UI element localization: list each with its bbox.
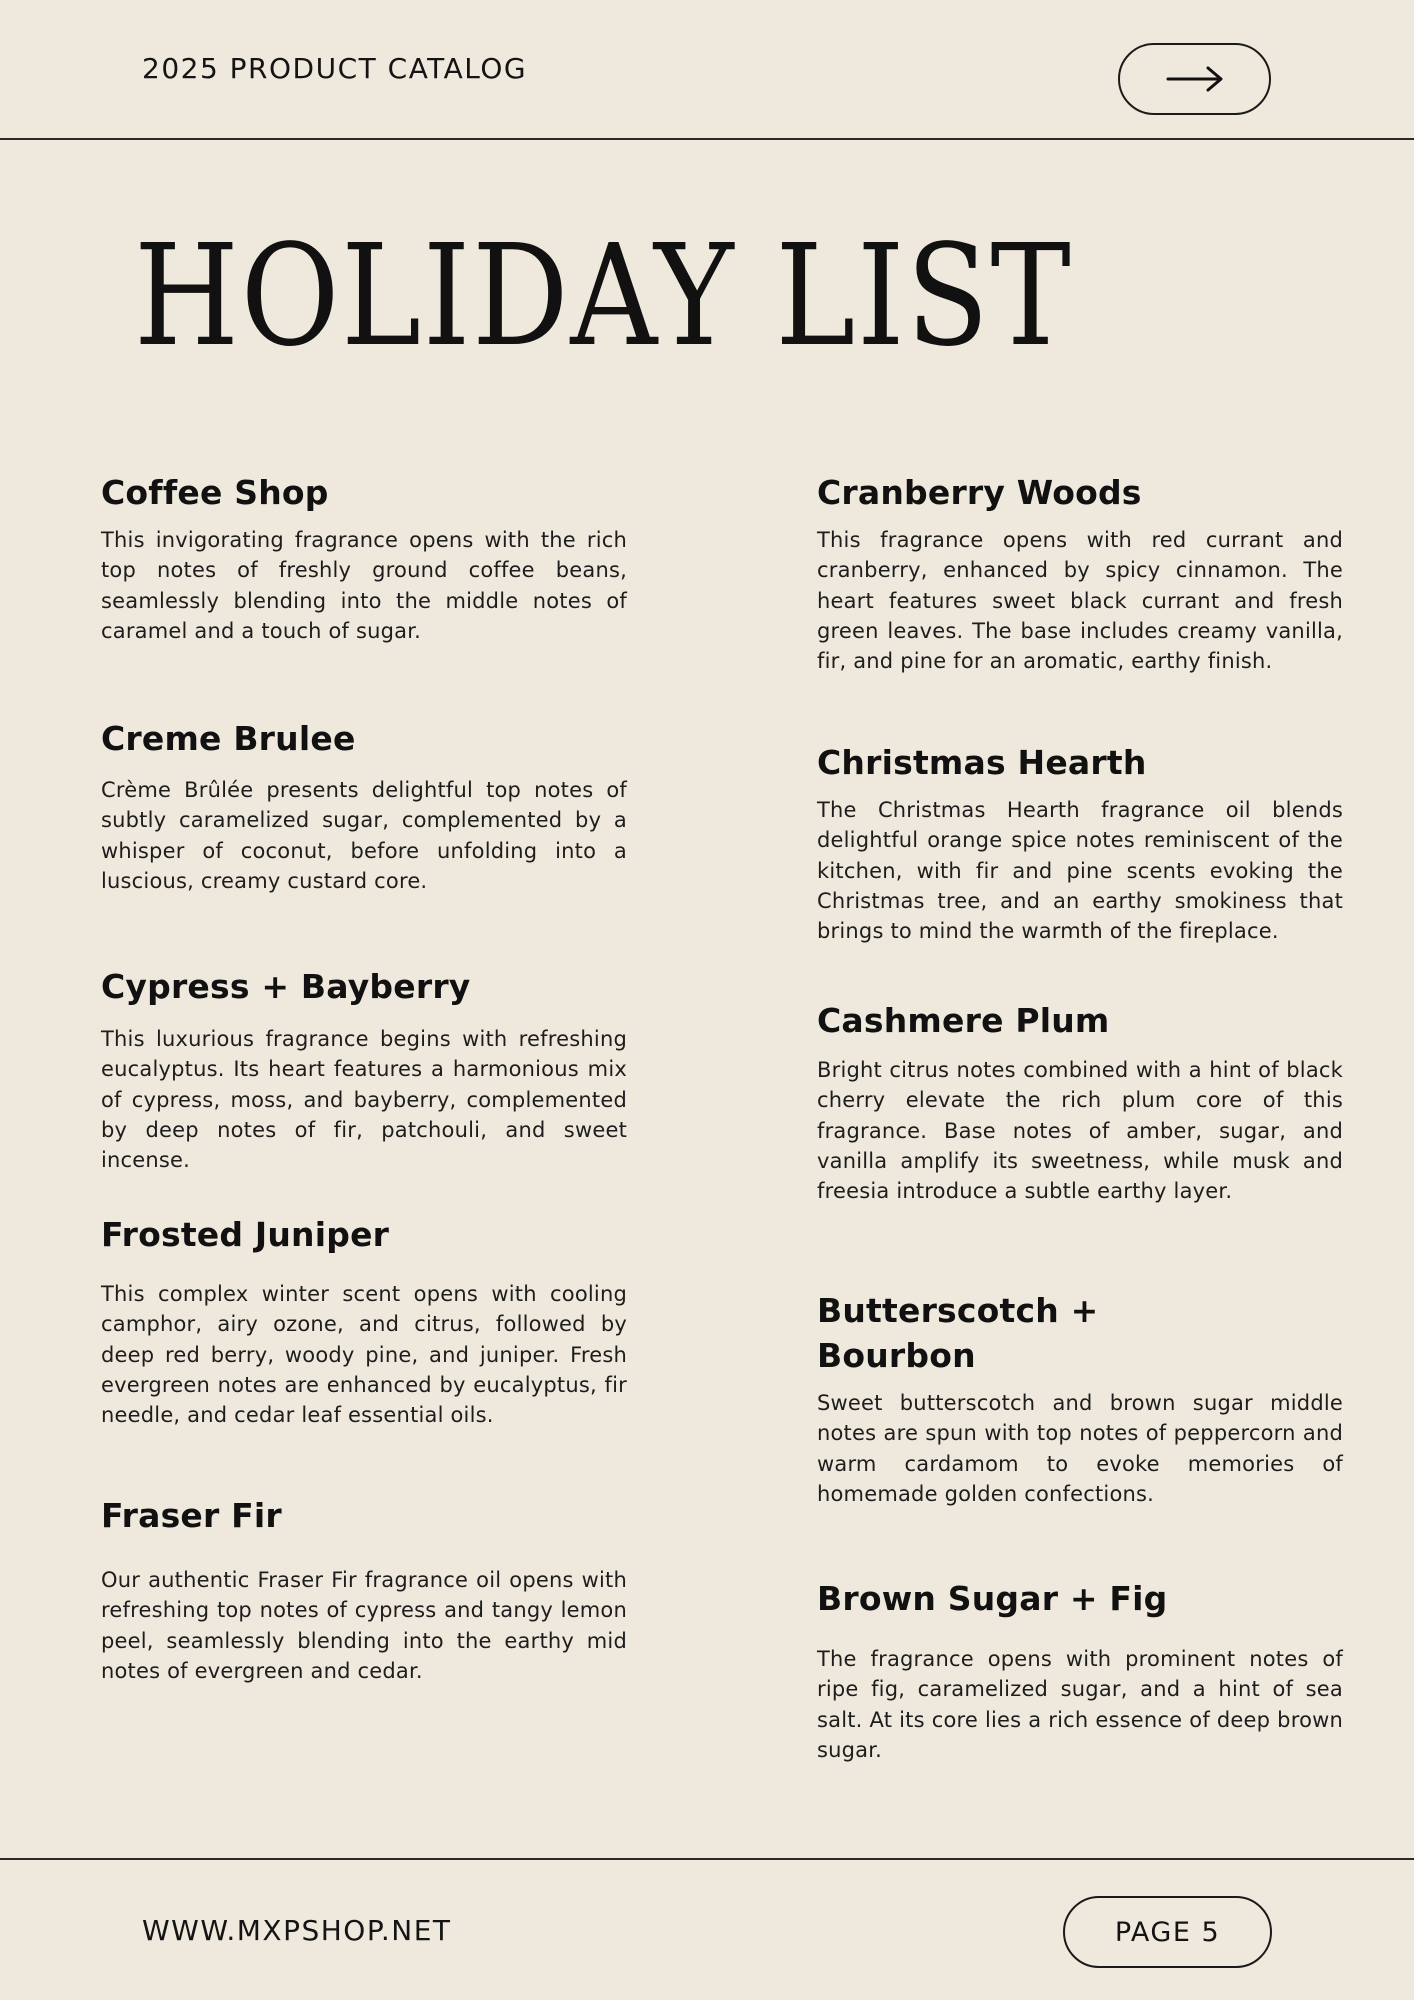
product-card-butterscotch-bourbon xyxy=(817,1288,1343,1509)
product-card-fraser-fir xyxy=(101,1493,627,1686)
product-card-cypress-bayberry xyxy=(101,964,627,1175)
product-description: This invigorating fragrance opens with the rich top notes of freshly ground coffee beans, seamlessly blending into the middle notes of caramel and a touch of sugar. xyxy=(101,528,627,643)
product-name: Fraser Fir xyxy=(101,1496,282,1535)
product-name: Brown Sugar + Fig xyxy=(817,1579,1168,1618)
product-card-christmas-hearth xyxy=(817,740,1343,946)
product-description: This complex winter scent opens with cooling camphor, airy ozone, and citrus, followed by deep red berry, woody pine, and juniper. Fresh evergreen notes are enhanced by eucalyptus, fir needle, and cedar leaf essential oils. xyxy=(101,1282,627,1428)
product-name: Creme Brulee xyxy=(101,719,356,758)
product-description: Crème Brûlée presents delightful top notes of subtly caramelized sugar, complemented by a whisper of coconut, before unfolding into a luscious, creamy custard core. xyxy=(101,778,627,893)
product-name: Butterscotch + Bourbon xyxy=(817,1291,1099,1375)
arrow-right-icon xyxy=(1166,65,1224,93)
product-card-coffee-shop xyxy=(101,470,627,646)
product-name: Frosted Juniper xyxy=(101,1215,390,1254)
product-name: Christmas Hearth xyxy=(817,743,1147,782)
next-page-button[interactable] xyxy=(1118,43,1271,115)
page-number-badge: PAGE 5 xyxy=(1063,1896,1272,1968)
product-name: Cranberry Woods xyxy=(817,473,1142,512)
product-description: Bright citrus notes combined with a hint of black cherry elevate the rich plum core of this fragrance. Base notes of amber, sugar, and vanilla amplify its sweetness, while musk and freesia introduce a subtle earthy layer. xyxy=(817,1058,1343,1204)
product-description: The fragrance opens with prominent notes of ripe fig, caramelized sugar, and a hint of sea salt. At its core lies a rich essence of deep brown sugar. xyxy=(817,1647,1343,1762)
product-description: This fragrance opens with red currant and cranberry, enhanced by spicy cinnamon. The heart features sweet black currant and fresh green leaves. The base includes creamy vanilla, fir, and pine for an aromatic, earthy finish. xyxy=(817,528,1343,674)
product-name: Cashmere Plum xyxy=(817,1001,1110,1040)
product-card-cashmere-plum xyxy=(817,998,1343,1206)
product-name: Cypress + Bayberry xyxy=(101,967,471,1006)
bottom-bar xyxy=(0,1858,1414,2000)
page-title: HOLIDAY LIST xyxy=(134,215,1073,378)
catalog-label: 2025 PRODUCT CATALOG xyxy=(142,52,528,85)
product-card-cranberry-woods xyxy=(817,470,1343,676)
product-description: This luxurious fragrance begins with refreshing eucalyptus. Its heart features a harmonious mix of cypress, moss, and bayberry, complemented by deep notes of fir, patchouli, and sweet incense. xyxy=(101,1027,627,1173)
product-description: Our authentic Fraser Fir fragrance oil opens with refreshing top notes of cypress and tangy lemon peel, seamlessly blending into the earthy mid notes of evergreen and cedar. xyxy=(101,1568,627,1683)
product-card-brown-sugar-fig xyxy=(817,1576,1343,1765)
product-card-frosted-juniper xyxy=(101,1212,627,1430)
product-description: Sweet butterscotch and brown sugar middle notes are spun with top notes of peppercorn and warm cardamom to evoke memories of homemade golden confections. xyxy=(817,1391,1343,1506)
product-card-creme-brulee xyxy=(101,716,627,896)
top-bar xyxy=(0,0,1414,140)
product-name: Coffee Shop xyxy=(101,473,329,512)
product-description: The Christmas Hearth fragrance oil blends delightful orange spice notes reminiscent of the kitchen, with fir and pine scents evoking the Christmas tree, and an earthy smokiness that brings to mind the warmth of the fireplace. xyxy=(817,798,1343,944)
website-link[interactable]: WWW.MXPSHOP.NET xyxy=(142,1914,452,1947)
